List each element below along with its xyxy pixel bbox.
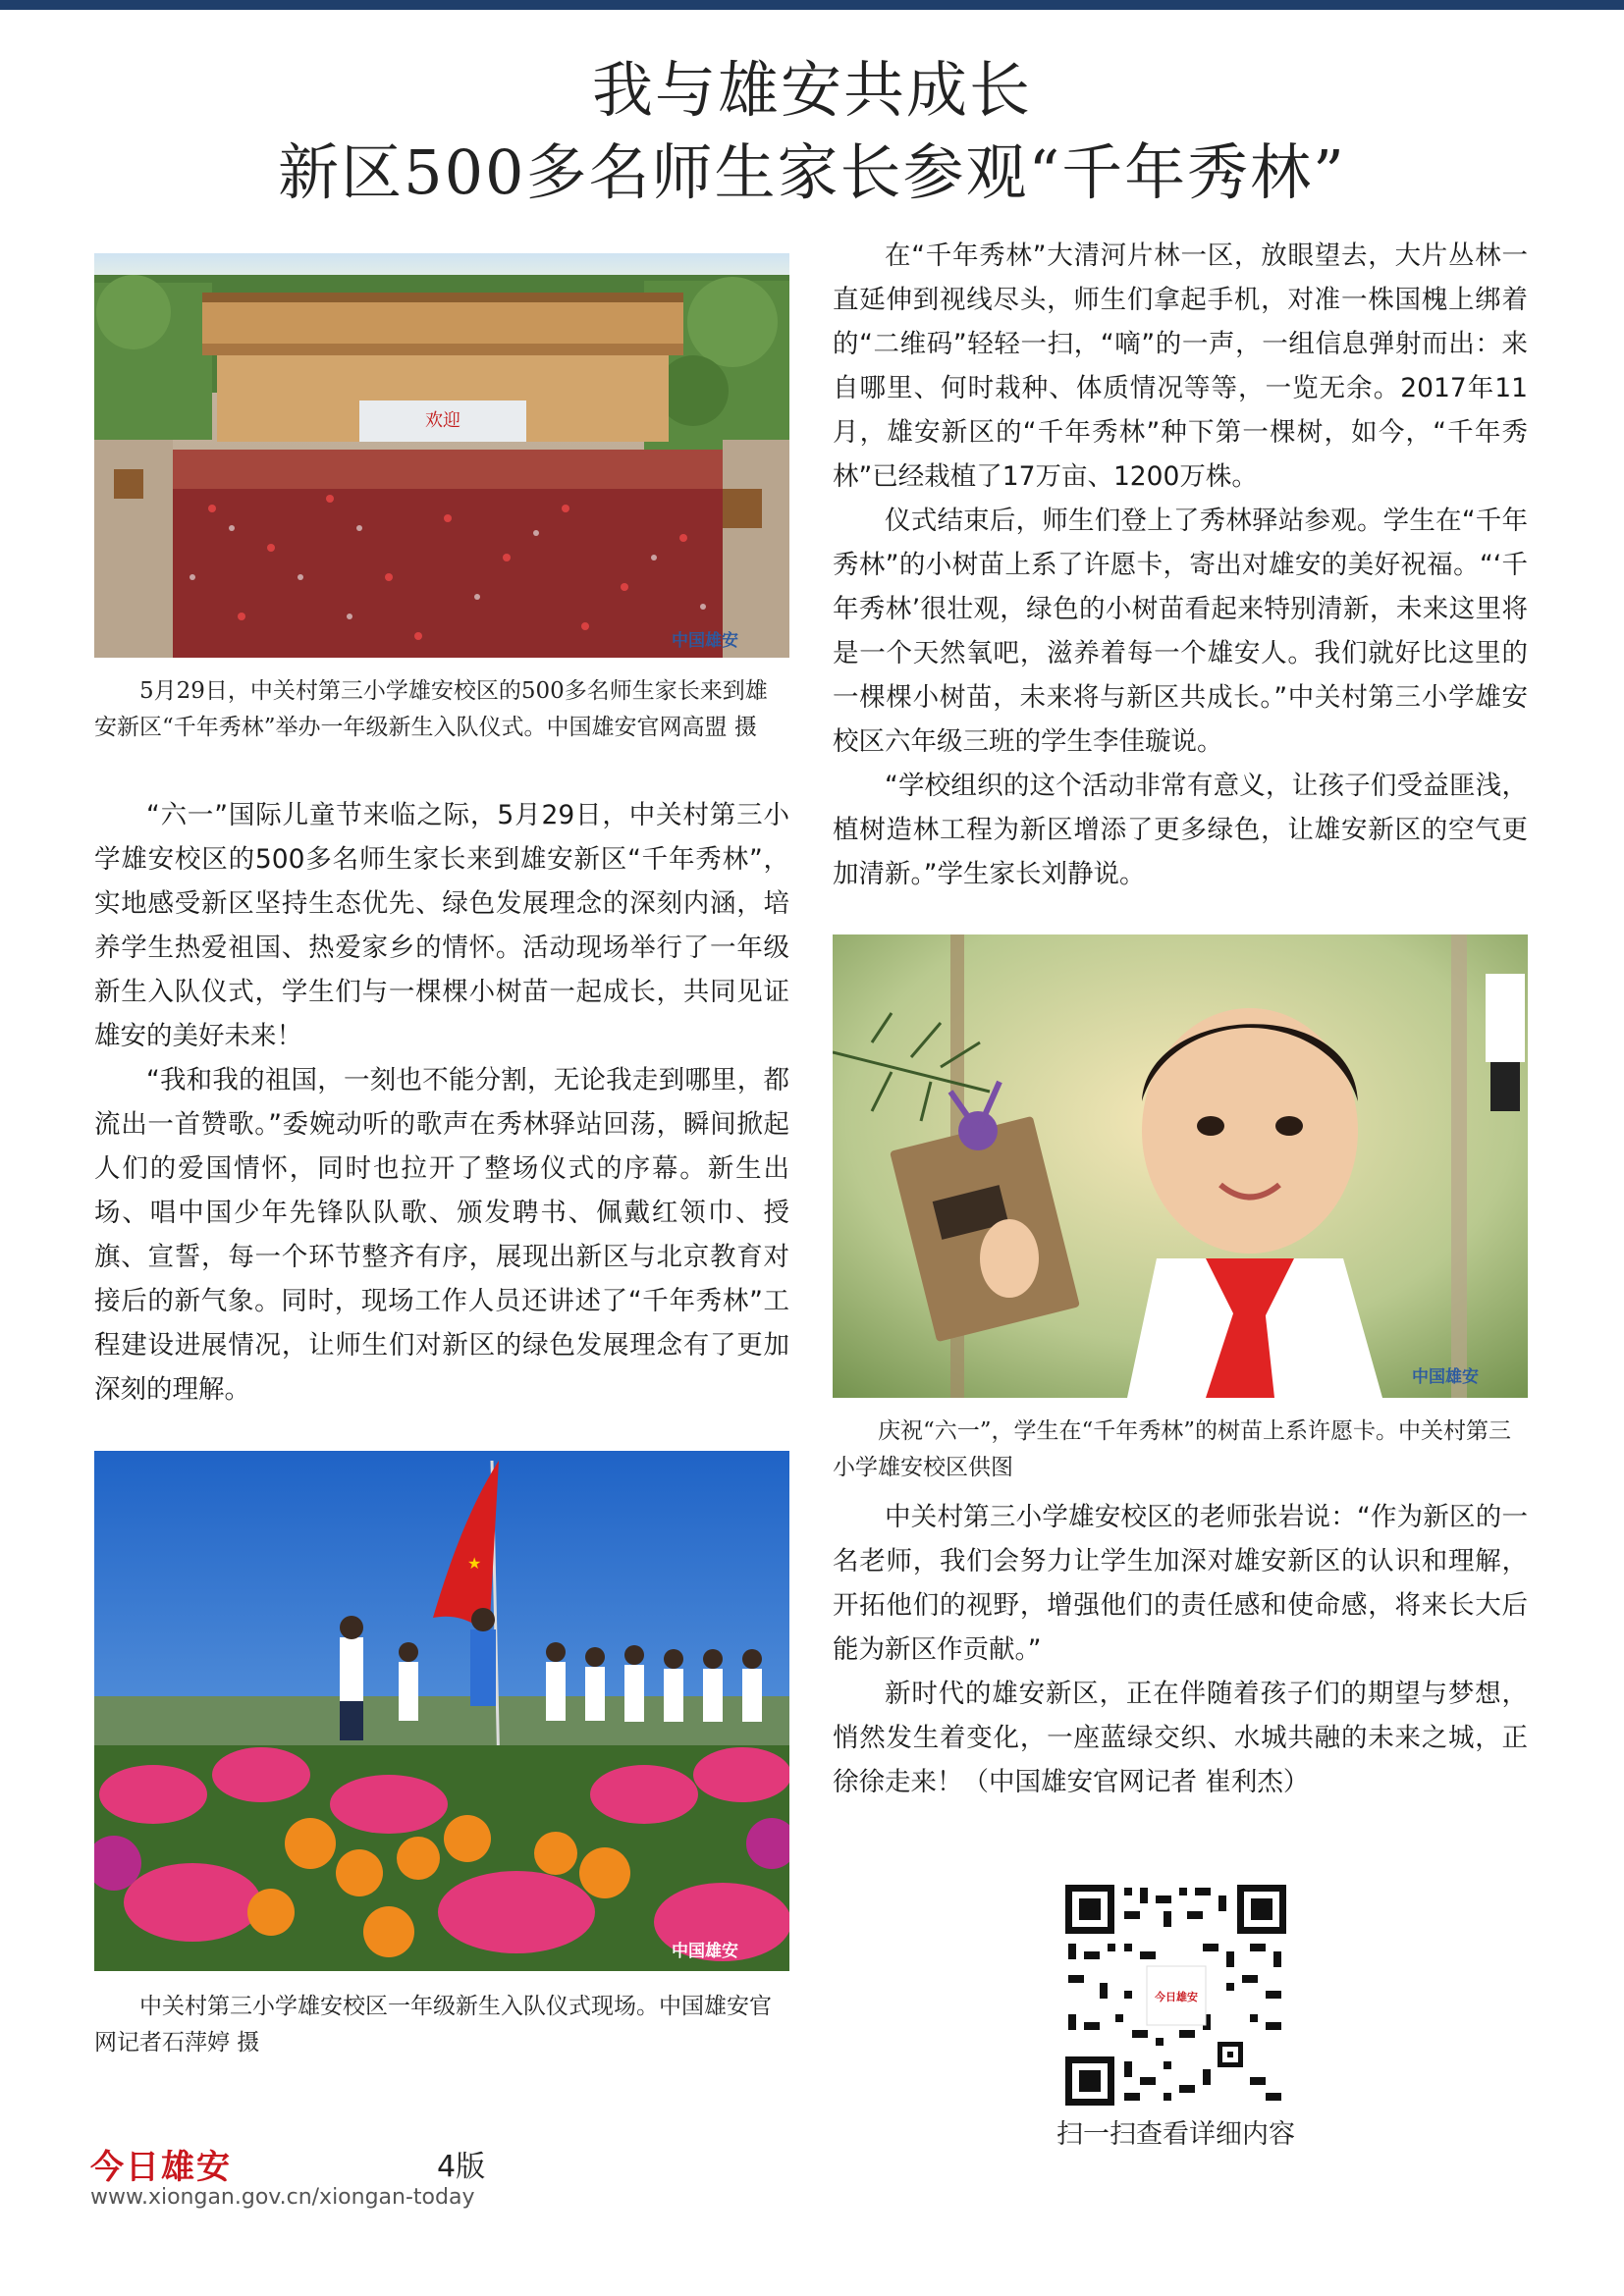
paragraph: 新时代的雄安新区，正在伴随着孩子们的期望与梦想，悄然发生着变化，一座蓝绿交织、水城共融的未来之城，正徐徐走来！（中国雄安官网记者 崔利杰）: [833, 1679, 1528, 1797]
welcome-banner: 欢迎: [425, 410, 460, 431]
right-column-text-top: [833, 234, 1528, 896]
watermark-3: 中国雄安: [1412, 1367, 1479, 1387]
paragraph: “学校组织的这个活动非常有意义，让孩子们受益匪浅，植树造林工程为新区增添了更多绿色，让雄安新区的空气更加清新。”学生家长刘静说。: [833, 771, 1528, 889]
qr-center-label: 今日雄安: [1155, 1991, 1198, 2003]
paragraph: 仪式结束后，师生们登上了秀林驿站参观。学生在“千年秀林”的小树苗上系了许愿卡，寄出对雄安的美好祝福。“‘千年秀林’很壮观，绿色的小树苗看起来特别清新，未来这里将是一个天然氧吧，滋养着每一个雄安人。我们就好比这里的一棵棵小树苗，未来将与新区共成长。”中关村第三小学雄安校区六年级三班的学生李佳璇说。: [833, 506, 1528, 757]
watermark-2: 中国雄安: [672, 1942, 738, 1961]
left-column-text: [94, 793, 789, 1412]
paragraph: 中关村第三小学雄安校区的老师张岩说：“作为新区的一名老师，我们会努力让学生加深对雄安新区的认识和理解，开拓他们的视野，增强他们的责任感和使命感，将来长大后能为新区作贡献。”: [833, 1502, 1528, 1665]
photo1-caption: 5月29日，中关村第三小学雄安校区的500多名师生家长来到雄安新区“千年秀林”举办一年级新生入队仪式。中国雄安官网高盟 摄: [94, 678, 768, 740]
headline-line1: 我与雄安共成长: [591, 54, 1032, 126]
photo2-caption: 中关村第三小学雄安校区一年级新生入队仪式现场。中国雄安官网记者石萍婷 摄: [94, 1994, 772, 2056]
paragraph: “我和我的祖国，一刻也不能分割，无论我走到哪里，都流出一首赞歌。”委婉动听的歌声在秀林驿站回荡，瞬间掀起人们的爱国情怀，同时也拉开了整场仪式的序幕。新生出场、唱中国少年先锋队队歌、颁发聘书、佩戴红领巾、授旗、宣誓，每一个环节整齐有序，展现出新区与北京教育对接后的新气象。同时，现场工作人员还讲述了“千年秀林”工程建设进展情况，让师生们对新区的绿色发展理念有了更加深刻的理解。: [94, 1065, 789, 1405]
photo-station-ceremony: [94, 253, 789, 658]
top-accent-bar: [0, 0, 1624, 10]
svg-text:★: ★: [467, 1554, 482, 1573]
page-number: 4版: [437, 2150, 486, 2184]
footer-url[interactable]: www.xiongan.gov.cn/xiongan-today: [90, 2185, 475, 2210]
headline-line2: 新区500多名师生家长参观“千年秀林”: [278, 136, 1346, 208]
paragraph: “六一”国际儿童节来临之际，5月29日，中关村第三小学雄安校区的500多名师生家长来到雄安新区“千年秀林”，实地感受新区坚持生态优先、绿色发展理念的深刻内涵，培养学生热爱祖国、热爱家乡的情怀。活动现场举行了一年级新生入队仪式，学生们与一棵棵小树苗一起成长，共同见证雄安的美好未来！: [94, 800, 789, 1051]
qr-code[interactable]: [1060, 1880, 1291, 2110]
watermark-1: 中国雄安: [672, 631, 738, 651]
photo-ceremony-scene: [94, 1451, 789, 1971]
photo3-caption: 庆祝“六一”，学生在“千年秀林”的树苗上系许愿卡。中关村第三小学雄安校区供图: [833, 1418, 1512, 1480]
right-column-text-bottom: [833, 1495, 1528, 1804]
qr-caption: 扫一扫查看详细内容: [1056, 2119, 1295, 2150]
footer-logo: 今日雄安: [90, 2148, 232, 2187]
photo-wish-card: [833, 934, 1528, 1398]
paragraph: 在“千年秀林”大清河片林一区，放眼望去，大片丛林一直延伸到视线尽头，师生们拿起手机，对准一株国槐上绑着的“二维码”轻轻一扫，“嘀”的一声，一组信息弹射而出：来自哪里、何时栽种、体质情况等等，一览无余。2017年11月，雄安新区的“千年秀林”种下第一棵树，如今，“千年秀林”已经栽植了17万亩、1200万株。: [833, 240, 1528, 492]
